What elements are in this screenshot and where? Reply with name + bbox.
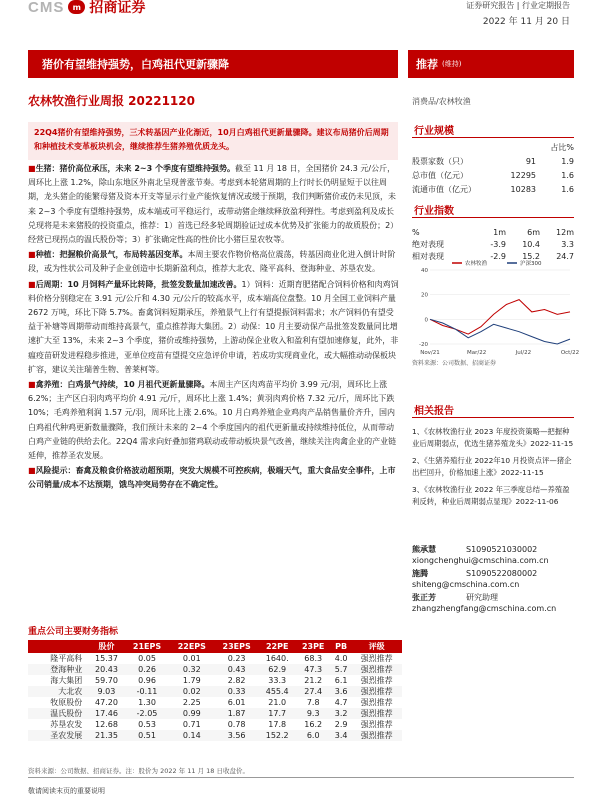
logo-text: CMS bbox=[28, 0, 65, 16]
table-row bbox=[28, 653, 402, 664]
index-header: 6m bbox=[527, 227, 540, 237]
index-line-chart bbox=[412, 258, 580, 358]
analyst-name: 熊承慧 bbox=[412, 545, 436, 554]
table-cell: 登海种业 bbox=[28, 664, 88, 675]
related-item[interactable]: 1、《农林牧渔行业 2023 年度投资策略—把握种业后周期弱点，优选生猪养殖龙头》2022-11-15 bbox=[412, 427, 574, 448]
analyst-email[interactable]: shiteng@cmschina.com.cn bbox=[412, 580, 520, 589]
table-header-cell: 22PE bbox=[259, 640, 295, 653]
table-cell: 0.26 bbox=[125, 664, 170, 675]
scale-value: 91 bbox=[525, 156, 536, 166]
table-cell: 59.70 bbox=[95, 676, 118, 685]
analyst-email[interactable]: zhangzhengfang@cmschina.com.cn bbox=[412, 604, 557, 613]
scale-pct: 1.9 bbox=[561, 156, 574, 166]
bullet-icon: ■ bbox=[28, 279, 36, 289]
index-header: 1m bbox=[493, 227, 506, 237]
table-cell: 9.03 bbox=[88, 686, 124, 697]
paragraph-text: 本周主产区肉鸡苗平均价 3.99 元/羽，周环比上涨 6.2%；主产区白羽肉鸡平均价 4.91 元/斤，周环比上涨 1.4%；黄羽肉鸡价格 7.32 元/斤，周环比下跌 10%；毛鸡养殖利润 1.57 元/羽，周环比上涨 2.6%。10 月白鸡养殖企业鸡肉产品销售量价齐升，国内白鸡祖代种鸡更新数量骤降，我们预计未来的 2~4 个季度国内的祖代更新量或持续维持低位，从而带动白鸡产业链的供给去化。22Q4 需求向好叠加猪鸡联动或带动板块景气改善，继续关注肉禽企业的产业链延伸，推荐圣农发展。 bbox=[28, 380, 397, 461]
scale-header: 占比% bbox=[550, 142, 574, 152]
index-value: 24.7 bbox=[556, 251, 574, 261]
scale-value: 10283 bbox=[510, 184, 536, 194]
series-line bbox=[430, 300, 570, 335]
table-cell: 0.05 bbox=[138, 654, 156, 663]
table-cell: 17.7 bbox=[259, 708, 295, 719]
x-tick-label: Mar/22 bbox=[467, 350, 487, 356]
company-logo bbox=[28, 0, 145, 14]
report-title-bar bbox=[28, 50, 398, 78]
table-cell: 海大集团 bbox=[50, 676, 83, 685]
table-cell: 2.82 bbox=[227, 676, 246, 685]
x-tick-label: Jul/22 bbox=[515, 350, 532, 356]
table-cell: 强烈推荐 bbox=[360, 720, 393, 729]
legend-label: 沪深300 bbox=[520, 261, 542, 267]
analyst-list bbox=[412, 544, 574, 616]
table-cell: 0.53 bbox=[138, 720, 156, 729]
table-cell: 0.99 bbox=[169, 708, 214, 719]
analyst-name: 张正芳 bbox=[412, 593, 436, 602]
table-cell: 强烈推荐 bbox=[360, 654, 393, 663]
analyst-id: 研究助理 bbox=[466, 593, 498, 602]
body-paragraph bbox=[28, 248, 400, 276]
table-cell: 温氏股份 bbox=[28, 708, 88, 719]
index-label: 相对表现 bbox=[412, 251, 444, 261]
table-header-cell: 22EPS bbox=[169, 640, 214, 653]
table-cell: 0.33 bbox=[214, 686, 259, 697]
footer-divider bbox=[28, 777, 574, 778]
analyst-id: S1090521030002 bbox=[466, 545, 538, 554]
table-row bbox=[412, 168, 574, 182]
scale-table bbox=[412, 140, 574, 196]
table-header-cell: 评级 bbox=[351, 640, 402, 653]
analyst bbox=[412, 568, 574, 590]
related-title: 相关报告 bbox=[414, 406, 454, 417]
index-value: 10.4 bbox=[522, 239, 540, 249]
paragraph-lead: 禽养殖：白鸡景气持续，10 月祖代更新量骤降。 bbox=[35, 380, 210, 390]
table-cell: 4.0 bbox=[334, 654, 348, 663]
table-cell: 3.56 bbox=[214, 730, 259, 741]
table-cell: 0.02 bbox=[169, 686, 214, 697]
table-cell: 5.7 bbox=[331, 664, 351, 675]
table-cell: 强烈推荐 bbox=[351, 730, 402, 741]
index-table bbox=[412, 226, 574, 262]
table-cell: 0.51 bbox=[125, 730, 170, 741]
industry-label: 消费品/农林牧渔 bbox=[412, 97, 471, 106]
table-cell: 3.4 bbox=[331, 730, 351, 741]
series-line bbox=[430, 319, 570, 344]
analyst-email[interactable]: xiongchenghui@cmschina.com.cn bbox=[412, 556, 549, 565]
paragraph-lead: 生猪：猪价高位承压，未来 2~3 个季度有望维持强势。 bbox=[35, 164, 235, 173]
index-label: 绝对表现 bbox=[412, 239, 444, 249]
table-header-cell: 21EPS bbox=[125, 640, 170, 653]
table-cell: -0.11 bbox=[125, 686, 170, 697]
x-tick-label: Nov/21 bbox=[420, 350, 440, 356]
table-cell: 0.71 bbox=[182, 720, 201, 729]
report-date: 2022 年 11 月 20 日 bbox=[482, 17, 570, 27]
table-cell: 强烈推荐 bbox=[360, 698, 393, 707]
scale-pct: 1.6 bbox=[561, 170, 574, 180]
scale-title: 行业规模 bbox=[414, 126, 454, 137]
table-cell: 1.87 bbox=[214, 708, 259, 719]
table-cell: 2.9 bbox=[334, 720, 348, 729]
chart-source: 资料来源：公司数据、招商证券 bbox=[412, 360, 497, 367]
index-value: 15.2 bbox=[522, 251, 540, 261]
bullet-icon: ■ bbox=[28, 466, 36, 476]
table-cell: 455.4 bbox=[259, 686, 295, 697]
table-cell: 15.37 bbox=[95, 654, 118, 663]
paragraph-lead: 后周期：10 月饲料产量环比转降，批签发数量加速改善。 bbox=[35, 279, 242, 289]
x-tick-label: Oct/22 bbox=[560, 350, 580, 356]
body-paragraph bbox=[28, 278, 400, 377]
table-cell: 3.2 bbox=[331, 708, 351, 719]
paragraph-text: 本周主要农作物价格高位震荡，转基因商业化进入倒计时阶段，或为性状公司及种子企业创造中长期新盈利点，推荐大北农、隆平高科、登海种业、苏垦农发。 bbox=[28, 250, 396, 274]
table-cell: 16.2 bbox=[304, 720, 323, 729]
table-cell: 6.0 bbox=[295, 730, 331, 741]
table-header-cell: 23PE bbox=[295, 640, 331, 653]
table-cell: 1640. bbox=[265, 654, 289, 663]
table-header-cell: PB bbox=[331, 640, 351, 653]
index-divider bbox=[412, 217, 574, 218]
table-cell: 7.8 bbox=[306, 698, 320, 707]
bullet-icon: ■ bbox=[28, 380, 36, 390]
paragraph-lead: 种植：把握粮价高景气，布局转基因变革。 bbox=[35, 250, 188, 260]
index-value: -3.9 bbox=[490, 239, 506, 249]
index-header: % bbox=[412, 227, 420, 237]
logo-mark-icon: m bbox=[68, 0, 85, 14]
y-tick-label: -20 bbox=[419, 342, 428, 348]
table-cell: 17.8 bbox=[268, 720, 287, 729]
table-row bbox=[28, 664, 402, 675]
scale-header-row bbox=[412, 140, 574, 154]
scale-pct: 1.6 bbox=[561, 184, 574, 194]
table-cell: 强烈推荐 bbox=[351, 708, 402, 719]
table-source: 资料来源：公司数据、招商证券。注：股价为 2022 年 11 月 18 日收盘价。 bbox=[28, 767, 249, 775]
bullet-icon: ■ bbox=[28, 164, 36, 173]
table-cell: 强烈推荐 bbox=[351, 686, 402, 697]
table-row bbox=[28, 697, 402, 708]
index-value: 3.3 bbox=[561, 239, 574, 249]
logo-chinese-name: 招商证券 bbox=[89, 0, 146, 16]
table-cell: 大北农 bbox=[28, 686, 88, 697]
table-header-row bbox=[28, 640, 402, 653]
table-header-cell: 23EPS bbox=[214, 640, 259, 653]
table-cell: 0.01 bbox=[182, 654, 201, 663]
rating-label: 推荐 bbox=[416, 58, 438, 71]
table-row bbox=[412, 182, 574, 196]
body-paragraph bbox=[28, 378, 400, 463]
index-header-row bbox=[412, 226, 574, 238]
table-row bbox=[28, 686, 402, 697]
index-title: 行业指数 bbox=[414, 206, 454, 217]
paragraph-text: 畜禽及粮食价格波动超预期，突发大规模不可控疾病，极端天气，重大食品安全事件，上市公司销量/成本不达预期，饿鸟冲突局势存在不确定性。 bbox=[28, 466, 396, 490]
table-cell: 20.43 bbox=[88, 664, 124, 675]
y-tick-label: 0 bbox=[424, 317, 428, 324]
financial-table bbox=[28, 640, 402, 741]
table-cell: 9.3 bbox=[295, 708, 331, 719]
y-tick-label: 40 bbox=[421, 268, 428, 274]
table-cell: 1.79 bbox=[182, 676, 201, 685]
table-cell: 6.01 bbox=[227, 698, 246, 707]
footer-note: 敬请阅读末页的重要说明 bbox=[28, 787, 105, 795]
table-cell: 隆平高科 bbox=[50, 654, 83, 663]
report-subtitle: 农林牧渔行业周报 20221120 bbox=[28, 94, 195, 108]
table-cell: 强烈推荐 bbox=[351, 664, 402, 675]
table-cell: 牧原股份 bbox=[50, 698, 83, 707]
table-cell: 3.6 bbox=[331, 686, 351, 697]
scale-label: 总市值（亿元） bbox=[412, 170, 468, 180]
paragraph-lead: 风险提示： bbox=[35, 466, 76, 476]
table-row bbox=[412, 154, 574, 168]
rating-sub: (维持) bbox=[442, 60, 462, 68]
table-row bbox=[28, 730, 402, 741]
related-list bbox=[412, 426, 574, 513]
table-cell: 33.3 bbox=[268, 676, 287, 685]
table-row bbox=[28, 719, 402, 730]
page-header bbox=[0, 0, 600, 34]
table-cell: 47.3 bbox=[295, 664, 331, 675]
table-row bbox=[28, 708, 402, 719]
table-cell: 47.20 bbox=[95, 698, 118, 707]
table-cell: 苏垦农发 bbox=[50, 720, 83, 729]
paragraph-text: 截至 11 月 18 日，全国猪价 24.3 元/公斤，周环比上涨 1.2%，除山东地区外南北呈现普涨节奏。考虑到本轮猪周期的上行时长仍明显短于以往周期，龙头猪企的能繁母猪及资本开支等显示行业产能恢复情况或缓于预期，我们判断猪价或仍未见顶，未来 2~3 个季度有望维持强势，成本端或可平稳运行，或带动猪企继续释放盈利弹性。考虑到盈利及成长兑现将是未来猪股的投资重点，推荐：1）首选已经多轮周期验证过成本优势及扩张能力的故质股份；2）经营已现拐点的温氏股份等；3）扩张确定性高的性价比小猪巨星农牧等。 bbox=[28, 164, 399, 245]
analyst-name: 施腾 bbox=[412, 569, 428, 578]
fin-table-title: 重点公司主要财务指标 bbox=[28, 627, 119, 637]
table-cell: 0.78 bbox=[227, 720, 246, 729]
table-cell: 62.9 bbox=[259, 664, 295, 675]
table-cell: 0.43 bbox=[214, 664, 259, 675]
related-item[interactable]: 2、《生猪养殖行业 2022年10 月投资点评—猪企出栏回升，价格加速上涨》2022-11-15 bbox=[412, 456, 572, 477]
body-paragraph bbox=[28, 162, 400, 247]
scale-value: 12295 bbox=[510, 170, 536, 180]
analyst-id: S1090522080002 bbox=[466, 569, 538, 578]
table-row bbox=[412, 238, 574, 250]
scale-divider bbox=[412, 137, 574, 138]
body-text bbox=[28, 162, 400, 494]
table-cell: 21.0 bbox=[268, 698, 287, 707]
table-cell: 2.25 bbox=[182, 698, 201, 707]
table-cell: 0.96 bbox=[138, 676, 156, 685]
table-header-cell: 股价 bbox=[88, 640, 124, 653]
related-item[interactable]: 3、《农林牧渔行业 2022 年三季度总结—养殖盈利反转，种业后周期弱点显现》2022-11-06 bbox=[412, 485, 570, 506]
y-tick-label: 20 bbox=[421, 292, 428, 299]
table-cell: 1.30 bbox=[138, 698, 156, 707]
paragraph-text: 1）饲料：近期育肥猪配合饲料价格和肉鸡饲料价格分别稳定在 3.91 元/公斤和 4.30 元/公斤的较高水平，成本端高位盘整。10 月全国工业饲料产量 2672 万吨，环比下降 5.7%。畜禽饲料短期承压，养殖景气上行有望提振饲料需求；水产饲料仍有望受益于补塘等周期带动而维持高景气，重点推荐海大集团。2）动保：10 月主要动保产品批签发数量同比增速扩大至 13%，未来 2~3 个季度，猪价或维持强势，上游动保企业收入和盈利有望加速修复，此外，非瘟疫苗研发进程稳步推进，亚单位疫苗有望提交应急评价申请，若成功实现商业化，或大幅推动动保板块扩容，建议关注瑞普生物、普莱柯等。 bbox=[28, 279, 399, 374]
table-cell: -2.05 bbox=[125, 708, 170, 719]
table-cell: 68.3 bbox=[304, 654, 323, 663]
table-cell: 17.46 bbox=[88, 708, 124, 719]
rating-bar bbox=[408, 50, 574, 78]
legend-label: 农林牧渔 bbox=[465, 261, 488, 267]
report-type: 证券研究报告 | 行业定期报告 bbox=[466, 1, 570, 10]
bullet-icon: ■ bbox=[28, 250, 36, 260]
summary-box: 22Q4猪价有望维持强势，三术转基因产业化渐近，10月白鸡祖代更新量骤降。建议布局猪价后周期和种植技术变革板块机会，继续推荐生猪养殖优质龙头。 bbox=[28, 122, 398, 160]
table-cell: 强烈推荐 bbox=[360, 676, 393, 685]
index-header: 12m bbox=[556, 227, 574, 237]
scale-label: 流通市值（亿元） bbox=[412, 184, 476, 194]
table-cell: 152.2 bbox=[259, 730, 295, 741]
scale-label: 股票家数（只） bbox=[412, 156, 468, 166]
table-cell: 12.68 bbox=[95, 720, 118, 729]
table-cell: 21.35 bbox=[88, 730, 124, 741]
table-cell: 21.2 bbox=[304, 676, 323, 685]
analyst bbox=[412, 592, 574, 614]
body-paragraph bbox=[28, 464, 400, 492]
related-divider bbox=[412, 417, 574, 418]
analyst bbox=[412, 544, 574, 566]
table-row bbox=[28, 675, 402, 686]
table-cell: 27.4 bbox=[295, 686, 331, 697]
table-header-cell bbox=[28, 640, 88, 653]
table-cell: 圣农发展 bbox=[28, 730, 88, 741]
report-title: 猪价有望维持强势，白鸡祖代更新骤降 bbox=[42, 58, 229, 71]
table-cell: 4.7 bbox=[334, 698, 348, 707]
table-cell: 0.14 bbox=[169, 730, 214, 741]
table-cell: 0.23 bbox=[227, 654, 246, 663]
table-cell: 6.1 bbox=[334, 676, 348, 685]
index-value: -2.9 bbox=[490, 251, 506, 261]
table-cell: 0.32 bbox=[169, 664, 214, 675]
